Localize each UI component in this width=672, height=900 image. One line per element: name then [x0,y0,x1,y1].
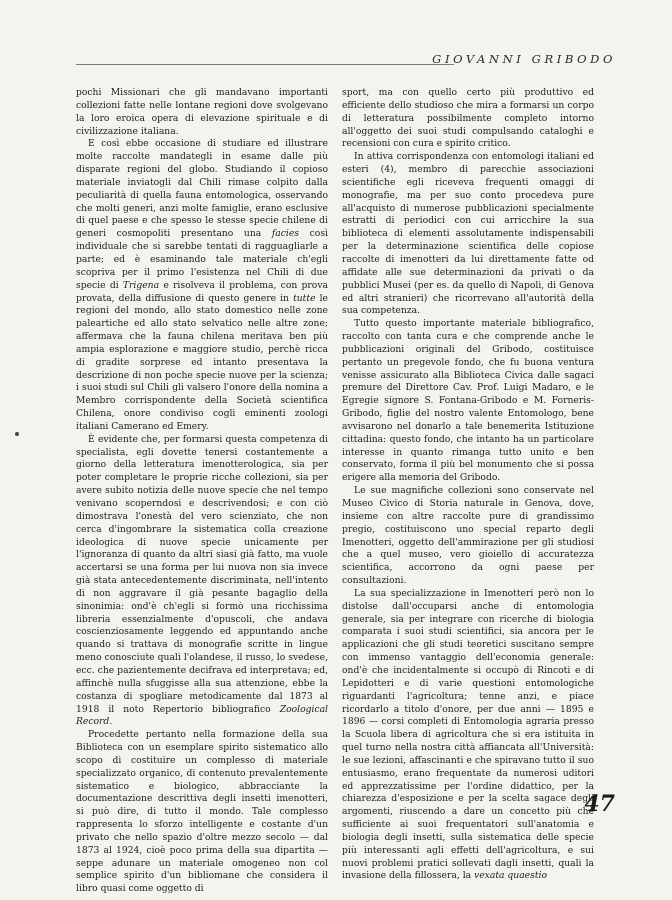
text-run: così individuale che si sarebbe tentati di ragguagliarle a parte; ed è esaminando tale materiale ch'egli scopriva per il primo l'esistenza nel Chili di due specie di [76,228,328,291]
paragraph: Procedette pertanto nella formazione della sua Biblioteca con un esemplare spirito sistematico allo scopo di costituire un complesso di materiale specializzato organico, di contenuto prevalentemente sistematico e biologico, abbracciante la documentazione descrittiva degli insetti imenotteri, si può dire, di tutto il mondo. Tale complesso rappresenta lo sforzo intelligente e costante d'un privato che nello spazio d'oltre mezzo secolo — dal 1873 al 1924, cioè poco prima della sua dipartita — seppe adunare un materiale omogeneo non col semplice spirito d'un bibliomane che considera il libro quasi come oggetto di [76,729,328,895]
header-rule [76,64,454,65]
italic-term: tutte [293,292,316,304]
paragraph [342,588,594,883]
running-head: GIOVANNI GRIBODO [432,52,616,66]
italic-term: facies [271,228,299,240]
paragraph [76,434,328,729]
paragraph: In attiva corrispondenza con entomologi italiani ed esteri (4), membro di parecchie associazioni scientifiche egli riceveva frequenti omaggi di monografie, ma per suo conto procedeva pure all'acquisto di numerose pubblicazioni specialmente estratti di periodici con cui arricchire la sua biblioteca di elementi assolutamente indispensabili per la determinazione scientifica delle copiose raccolte di imenotteri da lui direttamente fatte od affidate alle sue determinazioni da privati o da pubblici Musei (per es. da quello di Napoli, di Genova ed altri stranieri) che ricorrevano all'autorità della sua competenza. [342,151,594,317]
page-number: 47 [584,791,615,817]
margin-mark [15,432,19,436]
right-column [342,87,594,883]
paragraph: sport, ma con quello certo più produttivo ed efficiente dello studioso che mira a formarsi un corpo di letteratura possibilmente completo intorno all'oggetto dei suoi studi compulsando cataloghi e recensioni con cura e spirito critico. [342,87,594,150]
text-run: La sua specializzazione in Imenotteri però non lo distolse dall'occuparsi anche di entomologia generale, sia per integrare con ricerche di biologia comparata i suoi studi scientifici, sia ancora per le applicazioni che gli studi teoretici suscitano sempre con immenso vantaggio dell'economia generale: ond'è che incidentalmente si occupò di Rincoti e di Lepidotteri e di varie questioni entomologiche riguardanti l'agricoltura; tenne anzi, e piace ricordarlo a titolo d'onore, per due anni — 1895 e 1896 — corsi completi di Entomologia agraria presso la Scuola libera di agricoltura che si era istituita in quel turno nella nostra città affiancata all'Università: le sue lezioni, affascinanti e che spiravano tutto il suo entusiasmo, erano frequentate da numerosi uditori ed apprezzatissime per l'ordine didattico, per la chiarezza d'esposizione e per la scelta sagace degli argomenti, riuscendo a dare un concetto più che sufficiente ai suoi frequentatori sull'anatomia e biologia degli insetti, sulla sistematica delle specie più interessanti agli effetti dell'agricoltura, e sui nuovi problemi pratici sollevati dagli insetti, quali la invasione della fillossera, la [342,587,594,882]
text-run: È evidente che, per formarsi questa competenza di specialista, egli dovette tenersi costantemente a giorno della letteratura imenotterologica, sia per poter completare le proprie ricche collezioni, sia per avere subito notizia delle nuove specie che nel tempo venivano scoperndosi e descrivendosi; e con ciò dimostrava l'onestà del vero scienziato, che non cerca d'ingombrare la sistematica colla creazione ideologica di nuove specie unicamente per l'ignoranza di quanto da altri siasi già fatto, ma vuole accertarsi se una forma per lui nuova non sia invece già stata antecedentemente discriminata, nell'intento di non aggravare il già pesante bagaglio della sinonimia: ond'è ch'egli si formò una ricchissima libreria essenzialmente d'opuscoli, che andava coscienziosamente leggendo ed appuntando anche quando si trattava di monografie scritte in lingue meno conosciute quali l'olandese, il russo, lo svedese, ecc. che pazientemente decifrava ed interpretava; ed, affinchè nulla sfuggisse alla sua attenzione, ebbe la costanza di spogliare metodicamente dal 1873 al 1918 il noto Repertorio bibliografico [76,433,328,715]
paragraph: Le sue magnifiche collezioni sono conservate nel Museo Civico di Storia naturale in Genova, dove, insieme con altre raccolte pure di grandissimo pregio, costituiscono uno special reparto degli Imenotteri, oggetto dell'ammirazione per gli studiosi che a quel museo, vero gioiello di accuratezza scientifica, accorrono da ogni paese per consultazioni. [342,485,594,587]
text-run: . [109,716,113,728]
left-column [76,87,328,896]
text-run: E così ebbe occasione di studiare ed illustrare molte raccolte mandategli in esame dalle più disparate regioni del globo. Studiando il copioso materiale inviatogli dal Chili rimase colpito dalla peculiarità di quella fauna entomologica, osservando che molti generi, anzi molte famiglie, erano esclusive di quel paese e che spesso le stesse specie chilene di generi cosmopoliti presentano una [76,138,328,240]
text-run: e risolveva il problema, con prova provata, della diffusione di questo genere in [76,279,329,304]
paragraph: pochi Missionari che gli mandavano importanti collezioni fatte nelle lontane regioni dove svolgevano la loro eroica opera di elevazione spirituale e di civilizzazione italiana. [76,87,328,137]
italic-term: Zoological Record [76,703,328,728]
paragraph: Tutto questo importante materiale bibliografico, raccolto con tanta cura e che comprende anche le pubblicazioni originali del Gribodo, costituisce pertanto un pregevole fondo, che fu buona ventura venisse assicurato alla Biblioteca Civica dalle sagaci premure del Direttore Cav. Prof. Luigi Madaro, e le Egregie signore S. Fontana-Gribodo e M. Forneris-Gribodo, figlie del nostro valente Entomologo, bene avvisarono nel donarlo a tale benemerita Istituzione cittadina: questo fondo, che intanto ha un particolare interesse in quanto rimanga tutto unito e ben conservato, forma il più bel monumento che si possa erigere alla memoria del Gribodo. [342,318,594,484]
text-run: le regioni del mondo, allo stato domestico nelle zone paleartiche ed allo stato selvatico nelle altre zone; affermava che la fauna chilena meritava ben più ampia esplorazione e maggiore studio, perchè ricca di gradite sorprese ed intanto presentava la descrizione di non poche specie nuove per la scienza; i suoi studi sul Chili gli valsero l'onore della nomina a Membro corrispondente della Società scientifica Chilena, onore condiviso cogli eminenti zoologi italiani Camerano ed Emery. [76,292,328,432]
italic-term: vexata quaestio [474,870,547,882]
paragraph [76,138,328,433]
italic-term: Trigena [122,279,160,291]
